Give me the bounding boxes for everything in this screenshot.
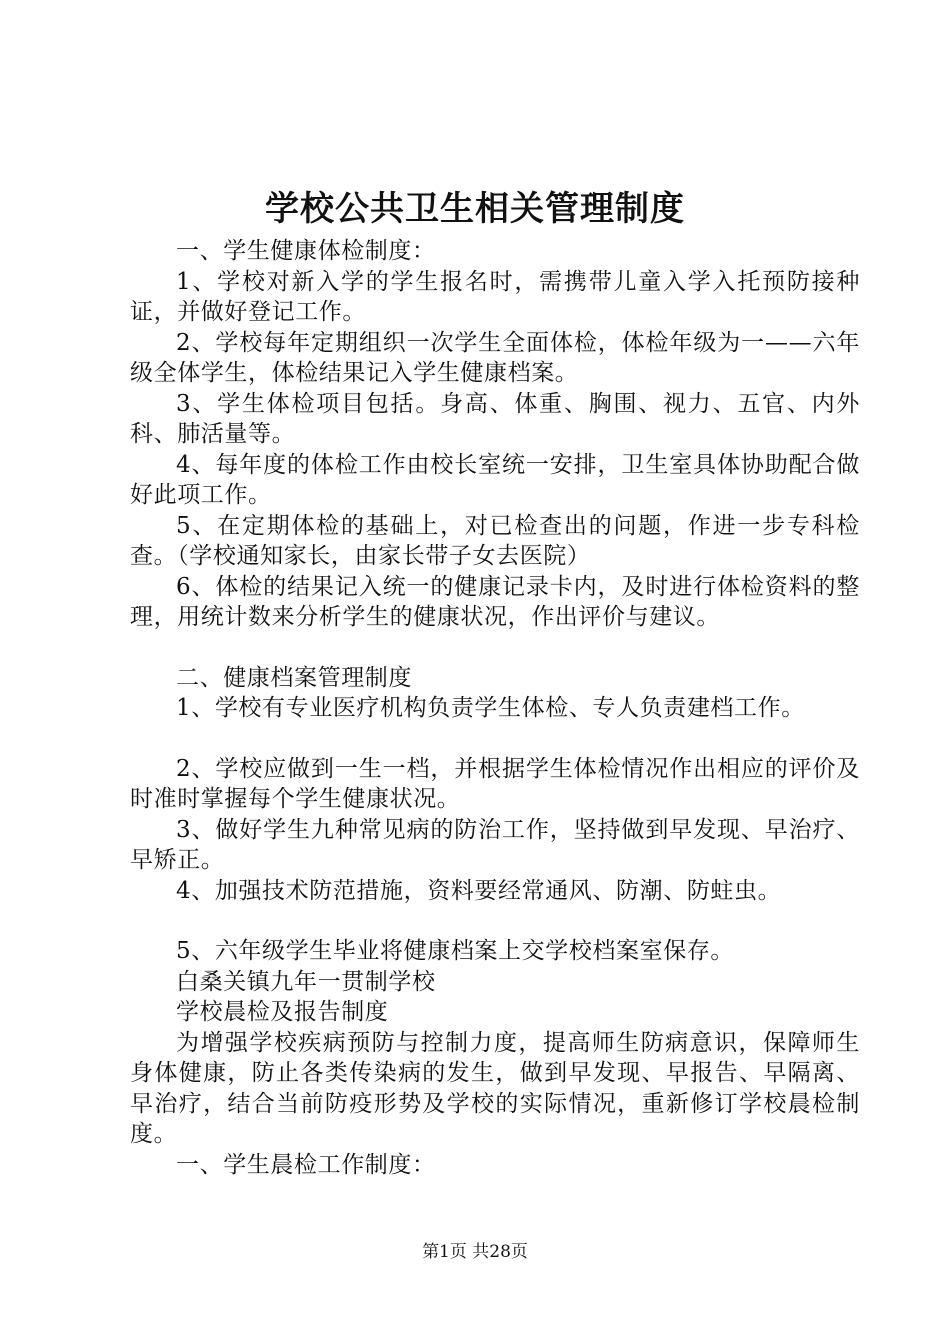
paragraph: 为增强学校疾病预防与控制力度，提高师生防病意识，保障师生身体健康，防止各类传染病的发生，做到早发现、早报告、早隔离、早治疗，结合当前防疫形势及学校的实际情况，重新修订学校晨检制度。 xyxy=(130,1029,860,1147)
paragraph: 2、学校每年定期组织一次学生全面体检，体检年级为一——六年级全体学生，体检结果记入学生健康档案。 xyxy=(130,329,860,386)
document-body xyxy=(130,236,860,1180)
paragraph: 1、学校对新入学的学生报名时，需携带儿童入学入托预防接种证，并做好登记工作。 xyxy=(130,268,860,325)
paragraph: 1、学校有专业医疗机构负责学生体检、专人负责建档工作。 xyxy=(176,695,805,721)
school-name: 白桑关镇九年一贯制学校 xyxy=(176,968,436,995)
section-heading-morning-check: 学校晨检及报告制度 xyxy=(176,999,389,1025)
section-heading-health-records: 二、健康档案管理制度 xyxy=(176,664,412,691)
paragraph: 6、体检的结果记入统一的健康记录卡内，及时进行体检资料的整理，用统计数来分析学生的健康状况，作出评价与建议。 xyxy=(130,573,860,630)
spacer xyxy=(130,724,860,754)
paragraph: 4、每年度的体检工作由校长室统一安排，卫生室具体协助配合做好此项工作。 xyxy=(130,451,860,508)
document-title: 学校公共卫生相关管理制度 xyxy=(265,189,685,229)
paragraph: 3、做好学生九种常见病的防治工作，坚持做到早发现、早治疗、早矫正。 xyxy=(130,816,860,873)
paragraph: 5、在定期体检的基础上，对已检查出的问题，作进一步专科检查。（学校通知家长，由家长带子女去医院） xyxy=(130,512,860,569)
paragraph: 2、学校应做到一生一档，并根据学生体检情况作出相应的评价及时准时掌握每个学生健康状况。 xyxy=(130,755,860,812)
paragraph: 4、加强技术防范措施，资料要经常通风、防潮、防蛀虫。 xyxy=(176,877,782,904)
paragraph: 5、六年级学生毕业将健康档案上交学校档案室保存。 xyxy=(176,938,735,964)
paragraph: 3、学生体检项目包括。身高、体重、胸围、视力、五官、内外科、肺活量等。 xyxy=(130,390,860,447)
spacer xyxy=(130,906,860,936)
page-footer: 第1页 共28页 xyxy=(422,1242,528,1262)
section-heading-health-exam: 一、学生健康体检制度： xyxy=(176,238,436,264)
section-heading-student-morning-check: 一、学生晨检工作制度： xyxy=(176,1151,436,1178)
spacer xyxy=(130,633,860,663)
